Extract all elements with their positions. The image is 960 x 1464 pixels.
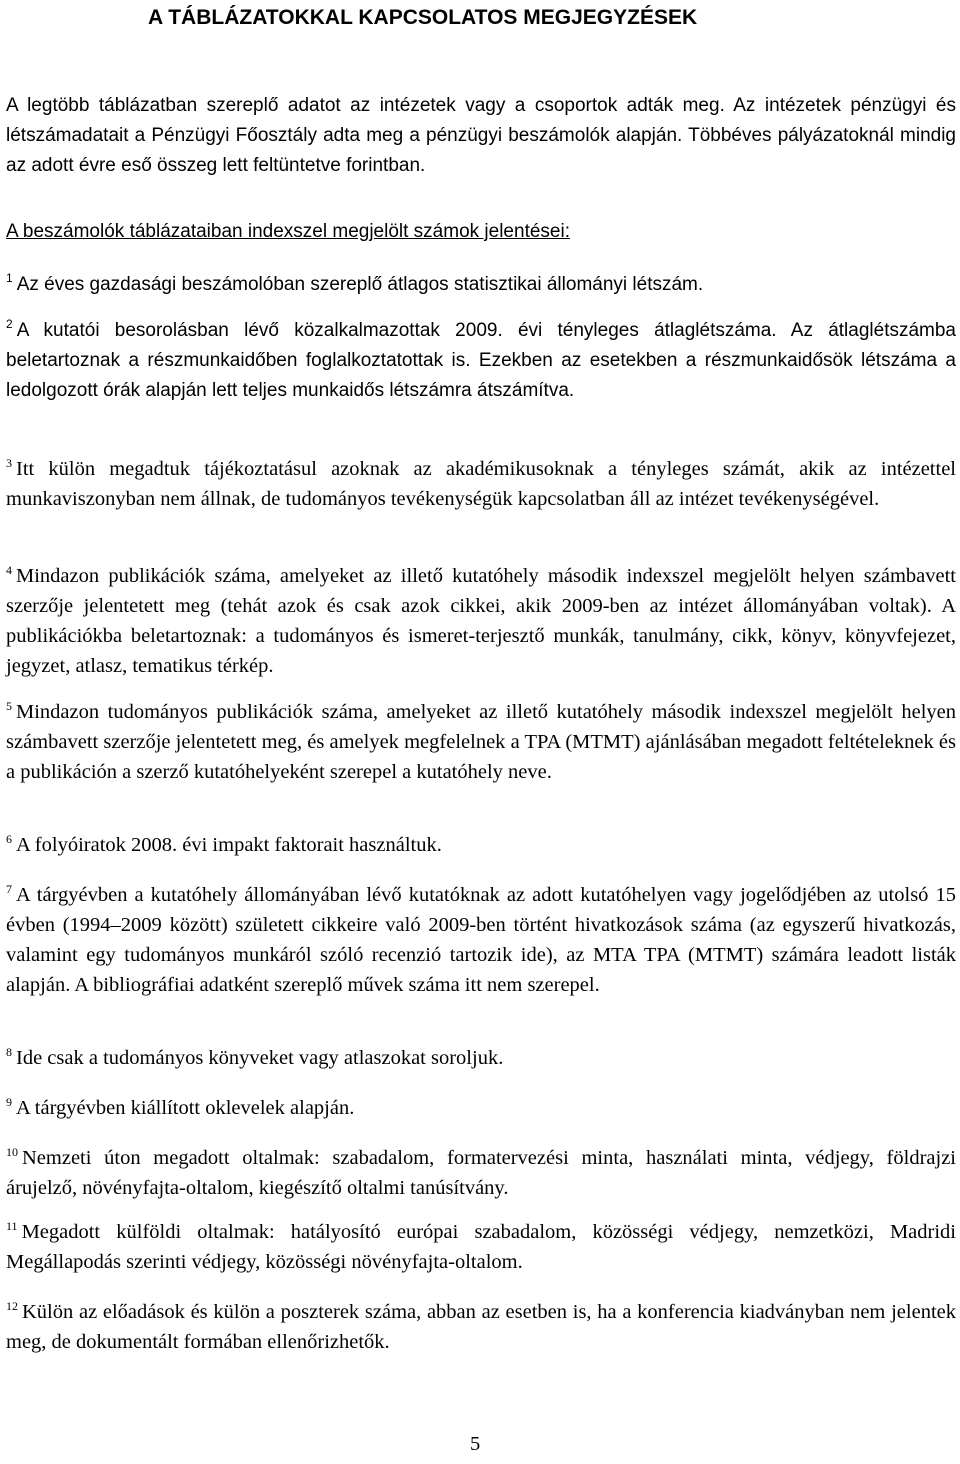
note-7	[6, 880, 956, 1000]
note-text: Nemzeti úton megadott oltalmak: szabadalom, formatervezési minta, használati minta, védjegy, földrajzi árujelző, növényfajta-oltalom, kiegészítő oltalmi tanúsítvány.	[6, 1147, 956, 1199]
note-text: A folyóiratok 2008. évi impakt faktorait használtuk.	[16, 834, 442, 856]
note-10	[6, 1143, 956, 1203]
note-12	[6, 1297, 956, 1357]
note-1	[6, 270, 956, 300]
note-text: Ide csak a tudományos könyveket vagy atlaszokat soroljuk.	[16, 1047, 504, 1069]
notes-heading: A beszámolók táblázataiban indexszel megjelölt számok jelentései:	[6, 221, 570, 242]
note-text: Megadott külföldi oltalmak: hatályosító európai szabadalom, közösségi védjegy, nemzetközi, Madridi Megállapodás szerinti védjegy, közösségi növényfajta-oltalom.	[6, 1221, 956, 1273]
note-number: 3	[6, 456, 12, 470]
note-text: Az éves gazdasági beszámolóban szereplő átlagos statisztikai állományi létszám.	[16, 274, 704, 295]
note-number: 7	[6, 882, 12, 896]
note-number: 1	[6, 271, 13, 285]
note-4	[6, 561, 956, 681]
note-text: Külön az előadások és külön a poszterek száma, abban az esetben is, ha a konferencia kiadványban nem jelentek meg, de dokumentált formában ellenőrizhetők.	[6, 1301, 956, 1353]
note-number: 5	[6, 699, 12, 713]
note-11	[6, 1217, 956, 1277]
note-number: 9	[6, 1095, 12, 1109]
intro-paragraph: A legtöbb táblázatban szereplő adatot az intézetek vagy a csoportok adták meg. Az intézetek pénzügyi és létszámadatait a Pénzügyi Főosztály adta meg a pénzügyi beszámolók alapján. Többéves pályázatoknál mindig az adott évre eső összeg lett feltüntetve forintban.	[6, 95, 956, 176]
note-number: 11	[6, 1219, 18, 1233]
note-5	[6, 697, 956, 787]
note-number: 6	[6, 832, 12, 846]
note-3	[6, 454, 956, 514]
note-text: Mindazon tudományos publikációk száma, amelyeket az illető kutatóhely második indexszel megjelölt helyen számbavett szerzője jelentetett meg, és amelyek megfelelnek a TPA (MTMT) ajánlásában megadott feltételeknek és a publikáción a szerző kutatóhelyeként szerepel a kutatóhely neve.	[6, 701, 956, 783]
note-2	[6, 316, 956, 406]
note-number: 8	[6, 1045, 12, 1059]
page-title: A TÁBLÁZATOKKAL KAPCSOLATOS MEGJEGYZÉSEK	[148, 6, 698, 29]
page-number: 5	[470, 1433, 481, 1455]
note-text: A kutatói besorolásban lévő közalkalmazottak 2009. évi tényleges átlaglétszáma. Az átlaglétszámba beletartoznak a részmunkaidőben foglalkoztatottak is. Ezekben az esetekben a részmunkaidősök létszáma a ledolgozott órák alapján lett teljes munkaidős létszámra átszámítva.	[6, 320, 956, 401]
note-text: A tárgyévben kiállított oklevelek alapján.	[16, 1097, 355, 1119]
note-text: Mindazon publikációk száma, amelyeket az illető kutatóhely második indexszel megjelölt helyen számbavett szerzője jelentetett meg (tehát azok és csak azok cikkei, akik 2009-ben az intézet állományában voltak). A publikációkba beletartoznak: a tudományos és ismeret-terjesztő munkák, tanulmány, cikk, könyv, könyvfejezet, jegyzet, atlasz, tematikus térkép.	[6, 565, 956, 677]
note-number: 12	[6, 1299, 18, 1313]
note-number: 10	[6, 1145, 18, 1159]
note-text: A tárgyévben a kutatóhely állományában lévő kutatóknak az adott kutatóhelyen vagy jogelődjében az utolsó 15 évben (1994–2009 között) született cikkeire való 2009-ben történt hivatkozások száma (az egyszerű hivatkozás, valamint egy tudományos munkáról szóló recenzió tartozik ide), az MTA TPA (MTMT) számára leadott listák alapján. A bibliográfiai adatként szereplő művek száma itt nem szerepel.	[6, 884, 956, 996]
note-number: 2	[6, 317, 13, 331]
note-number: 4	[6, 563, 12, 577]
note-6	[6, 830, 956, 860]
note-text: Itt külön megadtuk tájékoztatásul azoknak az akadémikusoknak a tényleges számát, akik az intézettel munkaviszonyban nem állnak, de tudományos tevékenységük kapcsolatban áll az intézet tevékenységével.	[6, 458, 956, 510]
note-9	[6, 1093, 956, 1123]
note-8	[6, 1043, 956, 1073]
